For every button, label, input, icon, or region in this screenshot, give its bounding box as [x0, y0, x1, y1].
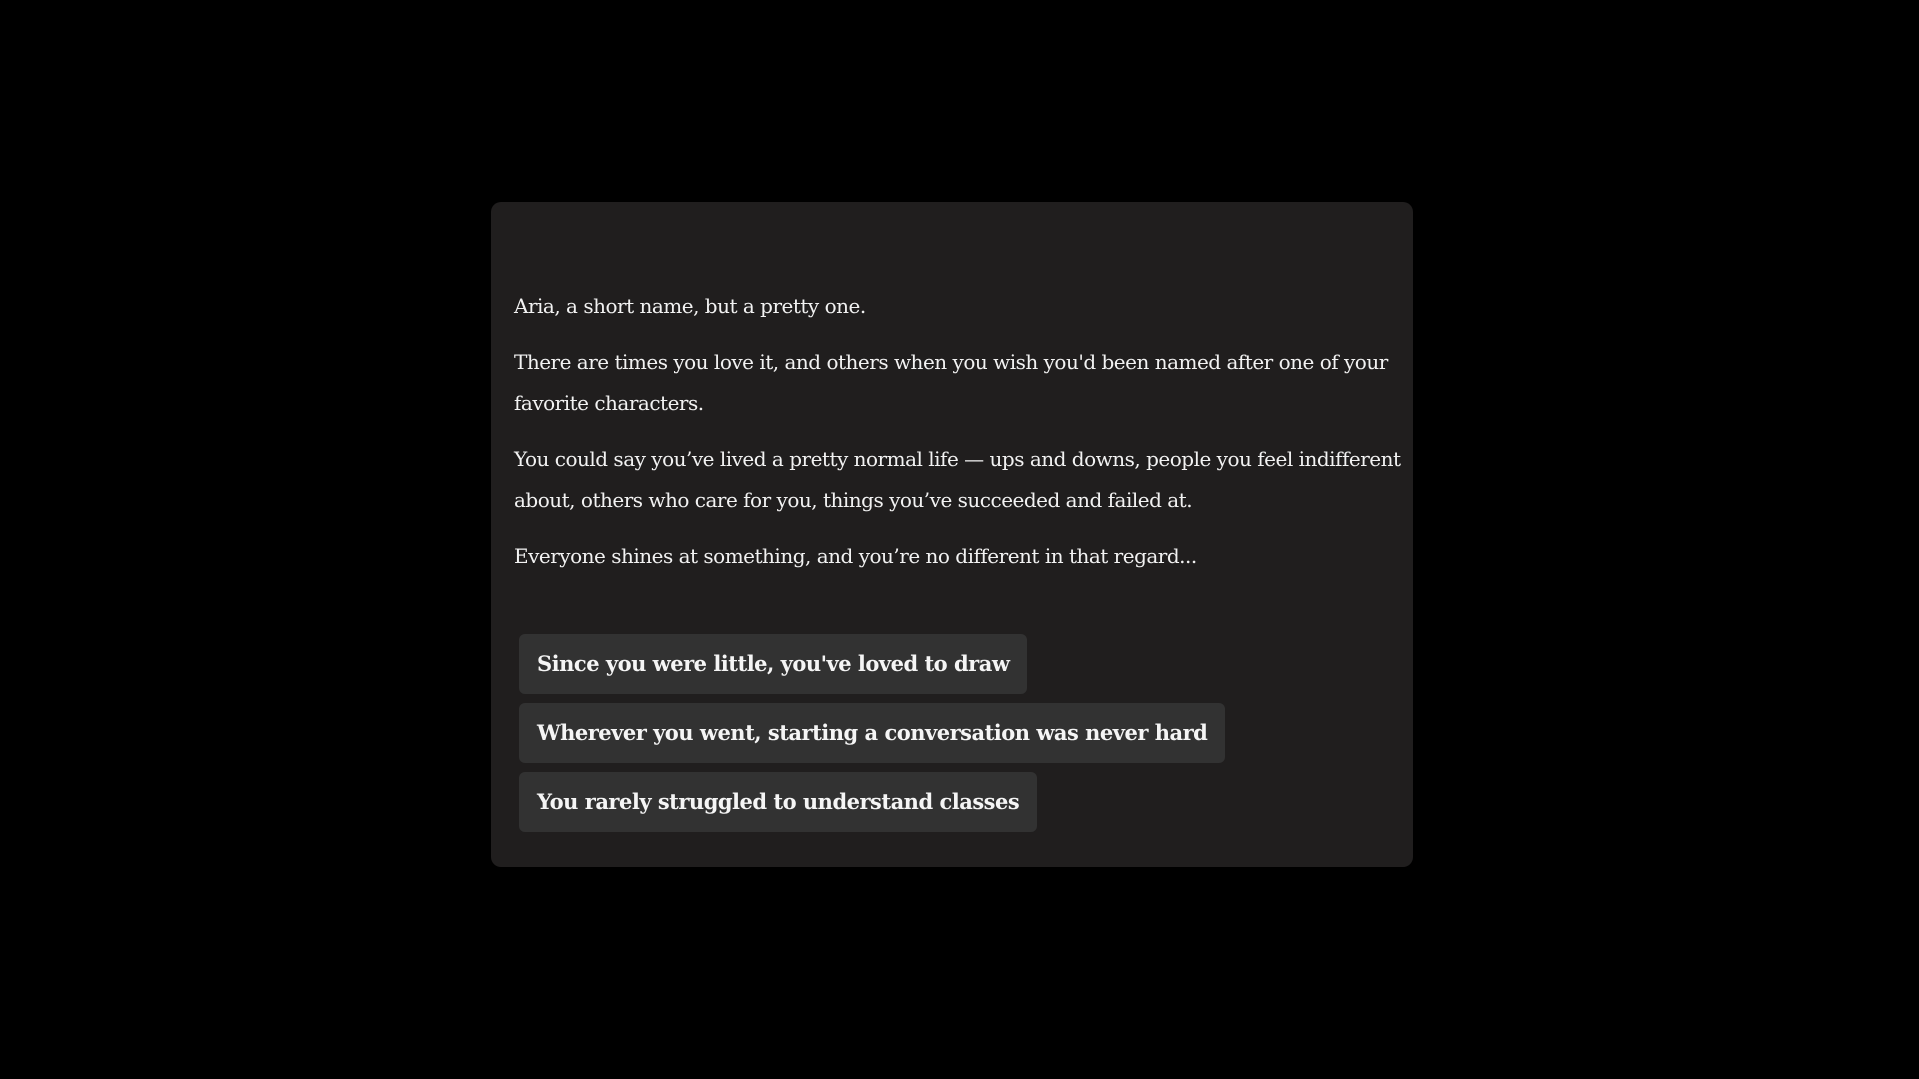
story-passage: [514, 286, 1401, 577]
story-paragraph-2: [514, 342, 1390, 424]
choice-button-draw[interactable]: Since you were little, you've loved to draw: [519, 634, 1027, 694]
story-paragraph-1: Aria, a short name, but a pretty one.: [514, 294, 866, 318]
choice-button-classes[interactable]: You rarely struggled to understand classes: [519, 772, 1037, 832]
choice-button-conversation[interactable]: Wherever you went, starting a conversation was never hard: [519, 703, 1225, 763]
story-panel: [491, 202, 1413, 867]
story-paragraph-4: Everyone shines at something, and you’re no different in that regard...: [514, 544, 1197, 568]
choice-list: [514, 634, 1390, 832]
story-paragraph-3: [514, 439, 1401, 521]
story-line-3a: You could say you’ve lived a pretty normal life — ups and downs, people you feel indifferent: [514, 447, 1401, 471]
story-line-3b: about, others who care for you, things you’ve succeeded and failed at.: [514, 488, 1193, 512]
story-line-2a: There are times you love it, and others when you wish you'd been named after one of your: [514, 350, 1388, 374]
story-line-2b: favorite characters.: [514, 391, 704, 415]
